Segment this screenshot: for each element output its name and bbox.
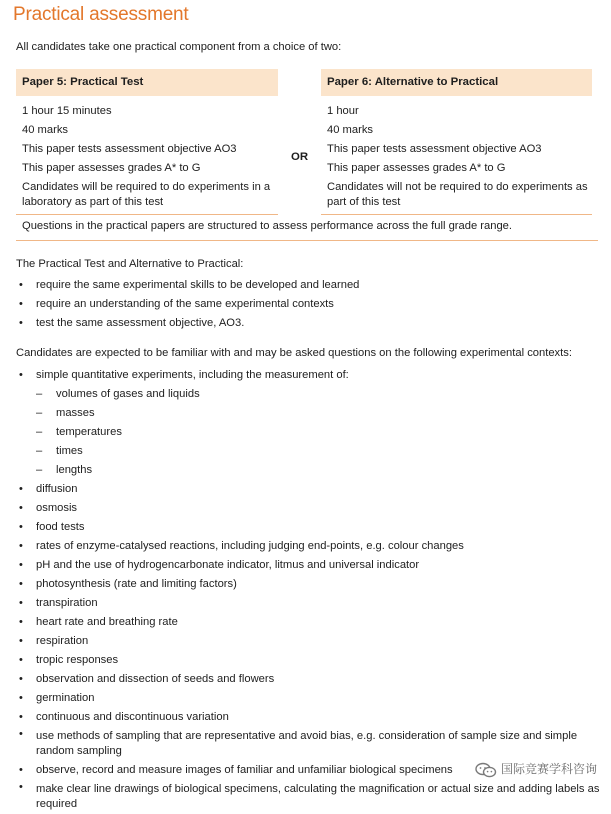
paper6-marks: 40 marks [327, 124, 374, 136]
bullet-icon: • [19, 692, 23, 704]
watermark [475, 762, 597, 778]
paper5-duration: 1 hour 15 minutes [22, 105, 112, 117]
sub-list-item: – masses [36, 404, 601, 423]
wechat-icon [475, 762, 497, 778]
sub-list-item: – temperatures [36, 423, 601, 442]
list-item: • osmosis [16, 499, 601, 518]
bullet-icon: • [19, 711, 23, 723]
list-item: • photosynthesis (rate and limiting factors) [16, 575, 601, 594]
bullet-icon: • [19, 502, 23, 514]
list-item: • transpiration [16, 594, 601, 613]
bullet-icon: • [19, 559, 23, 571]
dash-icon: – [36, 464, 43, 476]
paper6-objective: This paper tests assessment objective AO3 [327, 143, 542, 155]
bullet-icon: • [19, 654, 23, 666]
list-item: • simple quantitative experiments, including the measurement of: – volumes of gases and liquids – masses – temperatures – times – lengths [16, 366, 601, 480]
section2-lead: Candidates are expected to be familiar with and may be asked questions on the following experimental contexts: [16, 347, 572, 359]
list-item: • food tests [16, 518, 601, 537]
or-label: OR [291, 151, 309, 163]
bullet-icon: • [19, 298, 23, 310]
structure-note: Questions in the practical papers are structured to assess performance across the full grade range. [16, 215, 598, 241]
bullet-icon: • [19, 728, 23, 740]
bullet-icon: • [19, 578, 23, 590]
paper5-details [16, 96, 278, 215]
list-item: • heart rate and breathing rate [16, 613, 601, 632]
paper5-requirement: Candidates will be required to do experiments in a laboratory as part of this test [22, 181, 271, 208]
bullet-icon: • [19, 317, 23, 329]
bullet-icon: • [19, 616, 23, 628]
dash-icon: – [36, 407, 43, 419]
bullet-icon: • [19, 279, 23, 291]
section1-lead: The Practical Test and Alternative to Practical: [16, 258, 244, 270]
list-item: • test the same assessment objective, AO3. [16, 314, 601, 333]
dash-icon: – [36, 445, 43, 457]
paper6-grades: This paper assesses grades A* to G [327, 162, 506, 174]
paper6-details [321, 96, 592, 215]
paper6-requirement: Candidates will not be required to do experiments as part of this test [327, 181, 588, 208]
bullet-icon: • [19, 521, 23, 533]
bullet-icon: • [19, 540, 23, 552]
paper6-heading: Paper 6: Alternative to Practical [321, 69, 592, 96]
list-item: • make clear line drawings of biological specimens, calculating the magnification or actual size and adding labels as required [19, 781, 600, 810]
sub-list-item: – times [36, 442, 601, 461]
bullet-icon: • [19, 764, 23, 776]
list-item: • observation and dissection of seeds and flowers [16, 670, 601, 689]
intro-text: All candidates take one practical component from a choice of two: [16, 41, 342, 53]
bullet-icon: • [19, 483, 23, 495]
dash-icon: – [36, 388, 43, 400]
list-item: • continuous and discontinuous variation [16, 708, 601, 727]
bullet-icon: • [19, 635, 23, 647]
list-item: • tropic responses [16, 651, 601, 670]
bullet-icon: • [19, 781, 23, 793]
page-title: Practical assessment [13, 4, 189, 25]
paper5-box [16, 69, 278, 215]
list-item: • germination [16, 689, 601, 708]
list-item: • require the same experimental skills to be developed and learned [16, 276, 601, 295]
list-item: • use methods of sampling that are representative and avoid bias, e.g. consideration of sample size and simple random sampling [19, 728, 578, 757]
list-item: • rates of enzyme-catalysed reactions, including judging end-points, e.g. colour changes [16, 537, 601, 556]
bullet-icon: • [19, 673, 23, 685]
bullet-icon: • [19, 369, 23, 381]
paper5-objective: This paper tests assessment objective AO3 [22, 143, 237, 155]
paper6-box [321, 69, 592, 215]
sub-list-item: – lengths [36, 461, 601, 480]
list-item: • require an understanding of the same experimental contexts [16, 295, 601, 314]
bullet-icon: • [19, 597, 23, 609]
sub-list-item: – volumes of gases and liquids [36, 385, 601, 404]
watermark-text: 国际竞赛学科咨询 [500, 762, 597, 777]
list-item: • pH and the use of hydrogencarbonate indicator, litmus and universal indicator [16, 556, 601, 575]
paper6-duration: 1 hour [327, 105, 359, 117]
paper5-grades: This paper assesses grades A* to G [22, 162, 201, 174]
paper5-marks: 40 marks [22, 124, 69, 136]
measurement-sublist [36, 385, 601, 480]
section1-list [16, 276, 601, 333]
list-item: • observe, record and measure images of familiar and unfamiliar biological specimens [16, 761, 601, 780]
section2-list [16, 366, 601, 814]
list-item: • respiration [16, 632, 601, 651]
paper5-heading: Paper 5: Practical Test [16, 69, 278, 96]
dash-icon: – [36, 426, 43, 438]
list-item: • diffusion [16, 480, 601, 499]
